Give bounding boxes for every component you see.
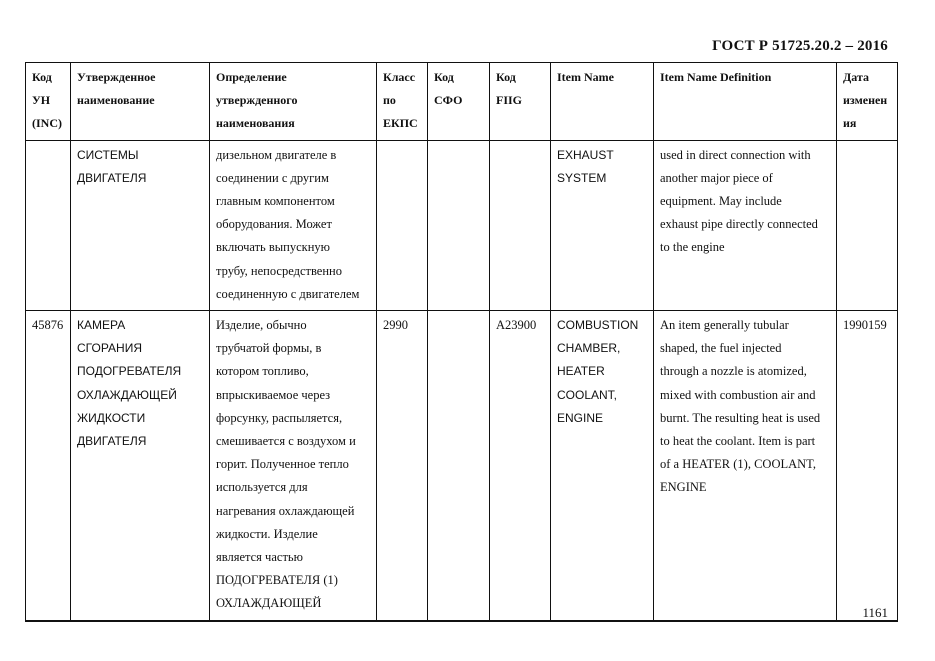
document-title: ГОСТ Р 51725.20.2 – 2016 [712,38,888,54]
cell-item-name: EXHAUST SYSTEM [551,140,654,310]
cell-definition: дизельном двигателе в соединении с другим главным компонентом оборудования. Может включать выпускную трубу, непосредственно соединенную с двигателем [210,140,377,310]
column-header-change-date: Дата изменен ия [837,63,898,141]
cell-ekps-class [377,140,428,310]
cell-approved-name: СИСТЕМЫ ДВИГАТЕЛЯ [71,140,210,310]
cell-item-name-definition: An item generally tubular shaped, the fuel injected through a nozzle is atomized, mixed with combustion air and burnt. The resulting heat is used to heat the coolant. Item is part of a HEATER (1), COOLANT, ENGINE [654,311,837,621]
cell-item-name-definition: used in direct connection with another major piece of equipment. May include exhaust pipe directly connected to the engine [654,140,837,310]
specification-table [25,62,898,622]
cell-ekps-class: 2990 [377,311,428,621]
column-header-item-name: Item Name [551,63,654,141]
column-header-approved-name: Утвержденное наименование [71,63,210,141]
table-header-row [26,63,898,141]
cell-sfo-code [428,140,490,310]
cell-change-date: 1990159 [837,311,898,621]
column-header-sfo-code: Код СФО [428,63,490,141]
column-header-inc: Код УН (INC) [26,63,71,141]
column-header-item-name-definition: Item Name Definition [654,63,837,141]
cell-fiig-code [490,140,551,310]
table-row [26,140,898,310]
cell-fiig-code: A23900 [490,311,551,621]
cell-item-name: COMBUSTION CHAMBER, HEATER COOLANT, ENGINE [551,311,654,621]
cell-inc: 45876 [26,311,71,621]
column-header-fiig-code: Код FIIG [490,63,551,141]
cell-inc [26,140,71,310]
column-header-definition: Определение утвержденного наименования [210,63,377,141]
page-number: 1161 [862,605,888,620]
cell-sfo-code [428,311,490,621]
cell-approved-name: КАМЕРА СГОРАНИЯ ПОДОГРЕВАТЕЛЯ ОХЛАЖДАЮЩЕЙ ЖИДКОСТИ ДВИГАТЕЛЯ [71,311,210,621]
cell-change-date [837,140,898,310]
cell-definition: Изделие, обычно трубчатой формы, в котором топливо, впрыскиваемое через форсунку, распыляется, смешивается с воздухом и горит. Полученное тепло используется для нагревания охлаждающей жидкости. Изделие является частью ПОДОГРЕВАТЕЛЯ (1) ОХЛАЖДАЮЩЕЙ [210,311,377,621]
table-row [26,311,898,621]
column-header-ekps-class: Класс по ЕКПС [377,63,428,141]
